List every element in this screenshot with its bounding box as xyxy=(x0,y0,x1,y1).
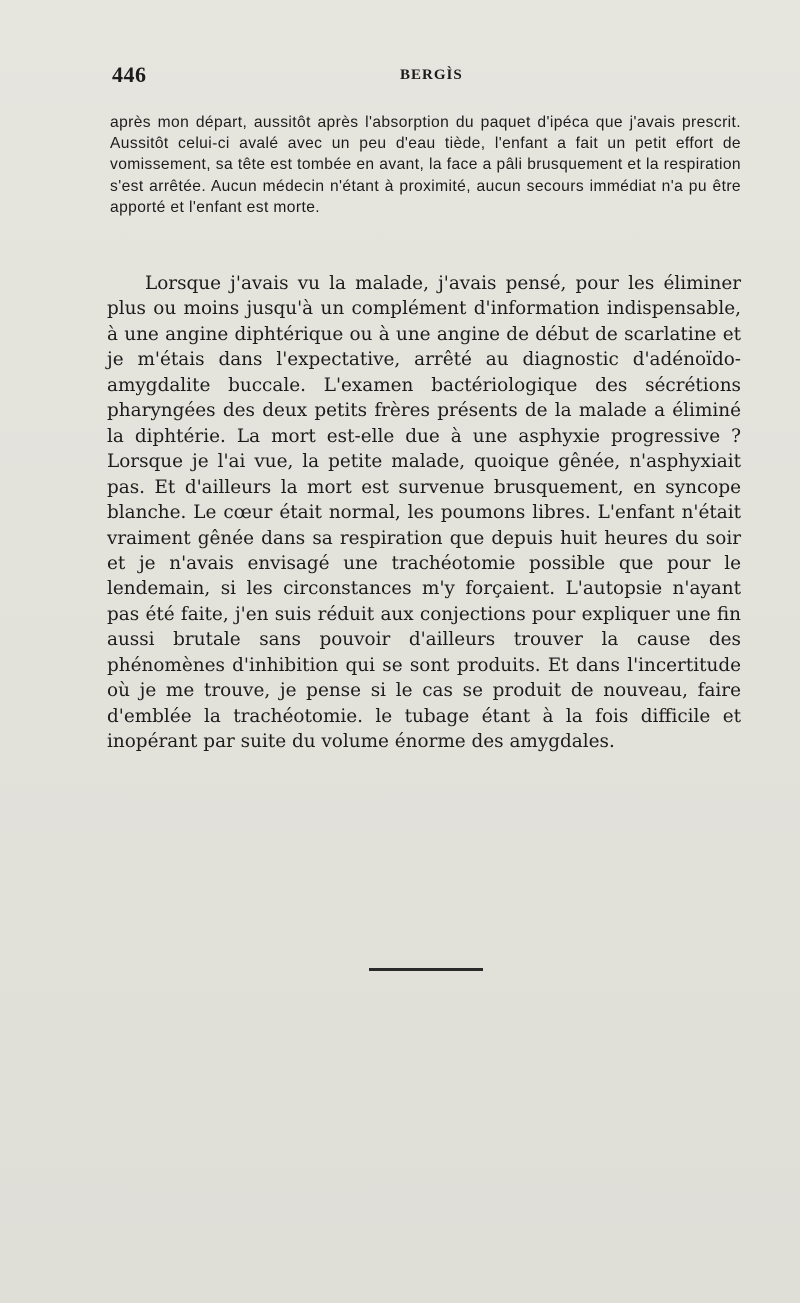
main-paragraph: Lorsque j'avais vu la malade, j'avais pensé, pour les éliminer plus ou moins jusqu'à un complément d'information indispensable, à une angine diphtérique ou à une angine de début de scarlatine et je m'étais dans l'expectative, arrêté au diagnostic d'adénoïdo-amygdalite buccale. L'examen bactériologique des sécrétions pharyngées des deux petits frères présents de la malade a éliminé la diphtérie. La mort est-elle due à une asphyxie progressive ? Lorsque je l'ai vue, la petite malade, quoique gênée, n'asphyxiait pas. Et d'ailleurs la mort est survenue brusquement, en syncope blanche. Le cœur était normal, les poumons libres. L'enfant n'était vraiment gênée dans sa respiration que depuis huit heures du soir et je n'avais envisagé une trachéotomie possible que pour le lendemain, si les circonstances m'y forçaient. L'autopsie n'ayant pas été faite, j'en suis réduit aux conjections pour expliquer une fin aussi brutale sans pouvoir d'ailleurs trouver la cause des phénomènes d'inhibition qui se sont produits. Et dans l'incertitude où je me trouve, je pense si le cas se produit de nouveau, faire d'emblée la trachéotomie. le tubage étant à la fois difficile et inopérant par suite du volume énorme des amygdales. xyxy=(107,273,741,753)
running-head: BERGÌS xyxy=(400,67,463,83)
end-rule xyxy=(369,968,483,971)
page-number: 446 xyxy=(112,62,147,87)
page-header xyxy=(110,62,740,92)
continued-paragraph: après mon départ, aussitôt après l'absorption du paquet d'ipéca que j'avais prescrit. Aussitôt celui-ci avalé avec un peu d'eau tiède, l'enfant a fait un petit effort de vomissement, sa tête est tombée en avant, la face a pâli brusquement et la respiration s'est arrêtée. Aucun médecin n'étant à proximité, aucun secours immédiat n'a pu être apporté et l'enfant est morte. xyxy=(110,114,741,216)
